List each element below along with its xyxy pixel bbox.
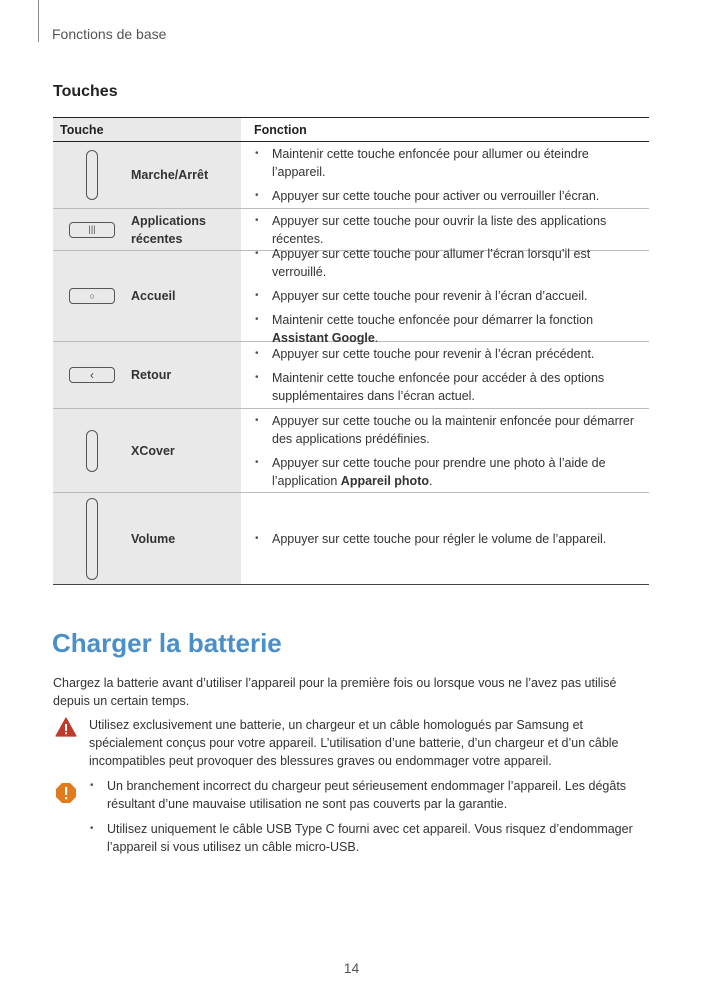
- list-item: • Maintenir cette touche enfoncée pour démarrer la fonction Assistant Google.: [254, 311, 645, 347]
- table-header: [53, 118, 649, 142]
- home-key-icon: ○: [69, 288, 115, 304]
- key-name: Applications récentes: [131, 213, 207, 246]
- table-row: [53, 142, 649, 209]
- keys-table: [53, 117, 649, 585]
- chapter-header: Fonctions de base: [52, 26, 167, 42]
- back-key-icon: ‹: [69, 367, 115, 383]
- warning-text: Utilisez exclusivement une batterie, un chargeur et un câble homologués par Samsung et spécialement conçus pour votre appareil. L’utilisation d’une batterie, d’un chargeur et d’un câble incompatibles peut provoquer des blessures graves ou endommager votre appareil.: [89, 718, 619, 768]
- key-name: XCover: [131, 443, 175, 458]
- volume-key-icon: [86, 498, 98, 580]
- list-item: • Un branchement incorrect du chargeur peut sérieusement endommager l’appareil. Les dégâts résultant d’une mauvaise utilisation ne sont pas couverts par la garantie.: [89, 777, 634, 813]
- col-header-function: Fonction: [254, 122, 307, 137]
- list-item: • Appuyer sur cette touche ou la maintenir enfoncée pour démarrer des applications prédéfinies.: [254, 412, 645, 448]
- recent-apps-key-icon: |||: [69, 222, 115, 238]
- caution-list: [89, 777, 634, 863]
- list-item: • Appuyer sur cette touche pour ouvrir la liste des applications récentes.: [254, 212, 645, 248]
- section-title-touches: Touches: [53, 83, 118, 100]
- xcover-key-icon: [86, 430, 98, 472]
- list-item: • Utilisez uniquement le câble USB Type C fourni avec cet appareil. Vous risquez d’endommager l’appareil si vous utilisez un câble micro-USB.: [89, 820, 634, 856]
- warning-triangle-icon: [55, 717, 77, 737]
- assistant-google-label: Assistant Google: [272, 331, 375, 345]
- list-item: • Appuyer sur cette touche pour prendre une photo à l’aide de l’application Appareil photo.: [254, 454, 645, 490]
- power-key-icon: [86, 150, 98, 200]
- key-name: Retour: [131, 368, 172, 382]
- list-item: • Appuyer sur cette touche pour revenir à l’écran précédent.: [254, 345, 645, 363]
- key-name: Marche/Arrêt: [131, 168, 209, 182]
- margin-rule: [38, 0, 39, 42]
- appareil-photo-label: Appareil photo: [340, 473, 429, 488]
- key-name: Volume: [131, 531, 176, 546]
- table-row: [53, 247, 649, 345]
- table-row: [53, 342, 649, 409]
- page-number: 14: [343, 960, 360, 976]
- table-row: [53, 409, 649, 493]
- battery-intro: Chargez la batterie avant d’utiliser l’appareil pour la première fois ou lorsque vous ne l’avez pas utilisé depuis un certain temps.: [53, 676, 617, 708]
- table-row: [53, 493, 649, 584]
- list-item: • Appuyer sur cette touche pour revenir à l’écran d’accueil.: [254, 287, 645, 305]
- list-item: • Appuyer sur cette touche pour activer ou verrouiller l’écran.: [254, 187, 645, 205]
- col-header-key: Touche: [53, 118, 241, 141]
- list-item: • Maintenir cette touche enfoncée pour accéder à des options supplémentaires dans l’écran actuel.: [254, 369, 645, 405]
- list-item: • Maintenir cette touche enfoncée pour allumer ou éteindre l’appareil.: [254, 145, 645, 181]
- section-title-battery: Charger la batterie: [52, 628, 282, 658]
- caution-icon: [55, 782, 77, 804]
- key-name: Accueil: [131, 289, 176, 303]
- list-item: • Appuyer sur cette touche pour régler le volume de l’appareil.: [254, 530, 645, 548]
- list-item: • Appuyer sur cette touche pour allumer l’écran lorsqu’il est verrouillé.: [254, 245, 645, 281]
